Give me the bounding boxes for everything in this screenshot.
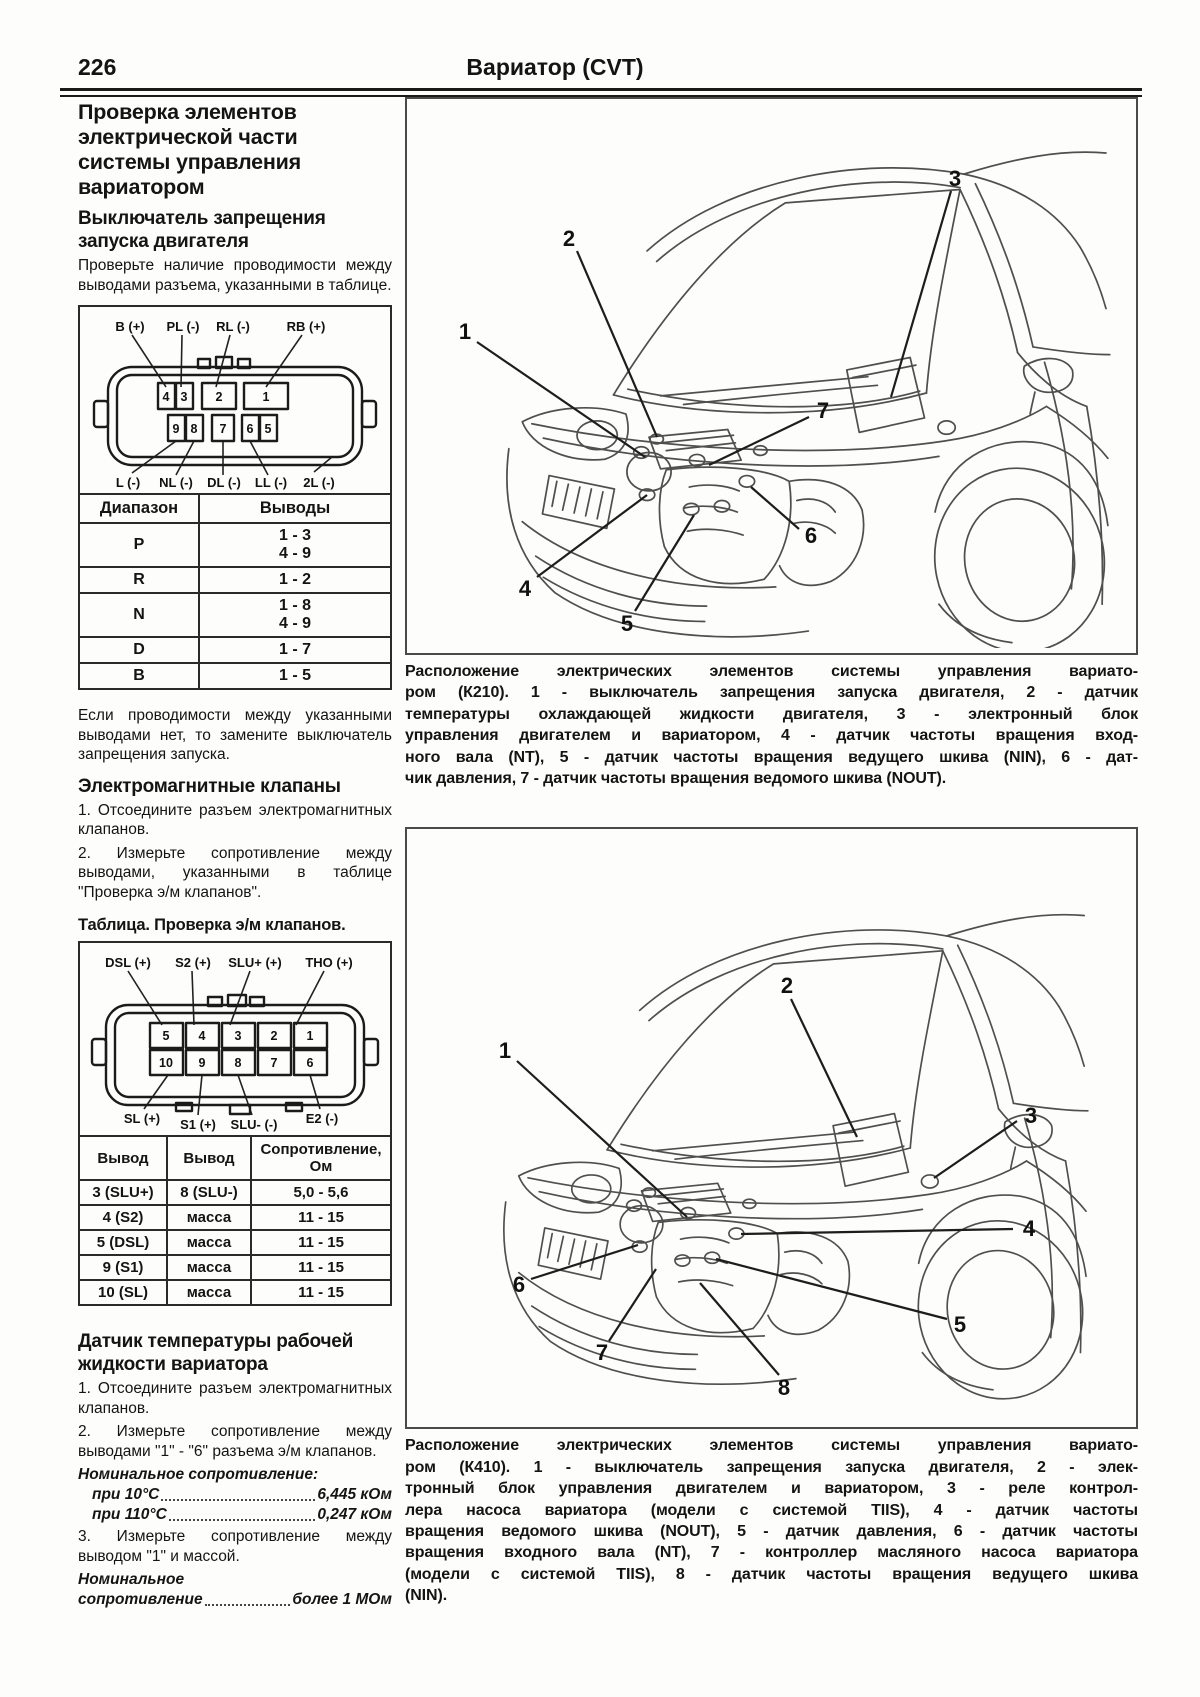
conn1-pin: 2 [215,390,223,404]
connector-1-art [80,315,390,491]
spec-intro: Номинальное сопротивление: [78,1466,319,1483]
table-row: R 1 - 2 [79,567,391,593]
callout-3: 3 [948,166,962,191]
table1-header-terminals: Выводы [199,494,391,523]
spec-row [78,1590,392,1610]
solenoid-resistance-table [78,1135,392,1306]
figure-k410 [405,827,1138,1429]
callout-4: 4 [518,576,532,601]
paragraph-note: Если проводимости между указанными выводами нет, то замените выключатель запрещения запуска. [78,707,392,763]
spec-line: Номинальное [78,1571,185,1588]
caption-line: (NIN). [405,1587,448,1605]
conn1-pin: 7 [219,422,227,436]
caption-line: тронный блок управления двигателем и вариатором, 3 - реле контрол- [405,1480,1138,1498]
connector-diagram-2 [78,941,392,1135]
caption-line: (модели с системой TIIS), 8 - датчик частоты вращения ведущего шкива [405,1565,1138,1583]
table-row: N 1 - 8 4 - 9 [79,593,391,637]
caption-line: чик давления, 7 - датчик частоты вращения ведомого шкива (NOUT). [405,770,947,788]
conn1-pin: 9 [172,422,180,436]
section-heading: Проверка элементов электрической части системы управления вариатором [78,100,302,199]
callout-2: 2 [562,226,576,251]
table-row: 3 (SLU+) 8 (SLU-) 5,0 - 5,6 [79,1180,391,1205]
table-row: 4 (S2) масса 11 - 15 [79,1205,391,1230]
conn1-pin: 1 [262,390,270,404]
conn2-label-s2: S2 (+) [175,955,211,970]
conn1-label-b: B (+) [115,319,145,334]
conn2-pin: 1 [306,1029,314,1043]
conn1-label-nl: NL (-) [159,475,193,490]
caption-line: Расположение электрических элементов системы управления вариато- [405,663,1138,680]
right-column [405,97,1138,1607]
list-item: 2. Измерьте сопротивление между выводами, указанными в таблице "Проверка э/м клапанов". [78,844,392,901]
table-caption: Таблица. Проверка э/м клапанов. [78,916,346,934]
conn1-label-pl: PL (-) [166,319,200,334]
conn2-label-sl: SL (+) [123,1111,161,1126]
spec-row [78,1505,392,1525]
conn2-pin: 10 [159,1056,173,1070]
caption-line: вращения ведомого шкива (NOUT), 5 - датчик давления, 6 - датчик частоты [405,1523,1138,1541]
conn2-pin: 2 [270,1029,278,1043]
table2-header-terminal1: Вывод [79,1136,167,1180]
spec-value: 0,247 кОм [317,1506,392,1523]
callout-5: 5 [620,611,634,636]
subsection-heading-inhibitor-switch: Выключатель запрещения запуска двигателя [78,208,326,252]
callout-8: 8 [777,1375,791,1401]
table-row: 10 (SL) масса 11 - 15 [79,1280,391,1305]
table-row: 5 (DSL) масса 11 - 15 [79,1230,391,1255]
callout-5: 5 [953,1312,967,1338]
dot-leader [205,1604,291,1606]
conn1-label-rl: RL (-) [216,319,250,334]
conn2-label-dsl: DSL (+) [105,955,151,970]
conn2-pin: 7 [270,1056,278,1070]
table2-header-resistance: Сопротивление, Ом [251,1136,391,1180]
spec-label: сопротивление [78,1591,203,1608]
conn1-label-l: L (-) [115,475,141,490]
dot-leader [169,1519,316,1521]
conn2-pin: 3 [234,1029,242,1043]
conn2-label-e2: E2 (-) [305,1111,339,1126]
conn2-label-s1: S1 (+) [180,1117,216,1132]
list-item: 3. Измерьте сопротивление между выводом "1" и массой. [78,1528,392,1565]
list-item: 1. Отсоедините разъем электромагнитных клапанов. [78,801,392,838]
spec-label: при 110°С [92,1506,167,1523]
conn1-pin: 6 [246,422,254,436]
conn1-label-rb: RB (+) [286,319,326,334]
dot-leader [161,1499,315,1501]
callout-1: 1 [498,1038,512,1064]
conn2-label-slu-minus: SLU- (-) [230,1117,278,1132]
page-number: 226 [78,54,117,80]
callout-3: 3 [1024,1103,1038,1129]
figure-k210 [405,97,1138,655]
figure-k410-caption [405,1435,1138,1606]
connector-2-art [80,951,390,1133]
page-title: Вариатор (CVT) [466,54,644,80]
caption-line: температуры охлаждающей жидкости двигателя, 3 - электронный блок [405,705,1138,723]
table-row: D 1 - 7 [79,637,391,663]
subsection-heading-temp-sensor: Датчик температуры рабочей жидкости вариатора [78,1331,354,1375]
table-row: B 1 - 5 [79,663,391,689]
conn2-pin: 4 [198,1029,206,1043]
paragraph: Проверьте наличие проводимости между выводами разъема, указанными в таблице. [78,257,392,294]
conn2-label-tho: THO (+) [305,955,353,970]
table-row: P 1 - 3 4 - 9 [79,523,391,567]
spec-value: более 1 МОм [292,1591,392,1608]
figure-k210-caption [405,661,1138,789]
callout-4: 4 [1022,1216,1036,1242]
subsection-heading-solenoids: Электромагнитные клапаны [78,775,341,797]
caption-line: лера насоса вариатора (модели с системой TIIS), 4 - датчик частоты [405,1501,1138,1519]
conn1-pin: 8 [190,422,198,436]
conn1-pin: 4 [162,390,170,404]
table-row: 9 (S1) масса 11 - 15 [79,1255,391,1280]
spec-row [78,1485,392,1505]
table1-header-range: Диапазон [79,494,199,523]
conn1-pin: 5 [264,422,272,436]
figure-k210-art [407,99,1136,648]
header-rule [60,88,1142,97]
conn2-pin: 6 [306,1056,314,1070]
callout-2: 2 [780,973,794,999]
conn1-label-ll: LL (-) [254,475,288,490]
list-item: 2. Измерьте сопротивление между выводами "1" - "6" разъема э/м клапанов. [78,1423,392,1460]
callout-6: 6 [804,523,818,548]
conn1-pin: 3 [180,390,188,404]
caption-line: ного вала (NT), 5 - датчик частоты вращения ведущего шкива (NIN), 6 - дат- [405,748,1138,766]
caption-line: ром (К210). 1 - выключатель запрещения запуска двигателя, 2 - датчик [405,684,1138,702]
conn2-label-slu-plus: SLU+ (+) [228,955,282,970]
conn2-pin: 9 [198,1056,206,1070]
left-column [78,100,392,1610]
callout-7: 7 [595,1340,609,1366]
conn2-pin: 8 [234,1056,242,1070]
callout-1: 1 [458,319,472,344]
conn2-pin: 5 [162,1029,170,1043]
caption-line: ром (К410). 1 - выключатель запрещения запуска двигателя, 2 - элек- [405,1458,1138,1476]
callout-6: 6 [512,1272,526,1298]
callout-7: 7 [816,398,830,423]
caption-line: управления двигателем и вариатором, 4 - датчик частоты вращения вход- [405,727,1138,745]
connector-diagram-1 [78,305,392,493]
caption-line: Расположение электрических элементов системы управления вариато- [405,1437,1138,1455]
table2-header-terminal2: Вывод [167,1136,251,1180]
figure-k410-art [407,829,1136,1422]
range-terminals-table [78,493,392,690]
spec-value: 6,445 кОм [317,1486,392,1503]
conn1-label-2l: 2L (-) [303,475,335,490]
conn1-label-dl: DL (-) [207,475,241,490]
list-item: 1. Отсоедините разъем электромагнитных клапанов. [78,1380,392,1417]
spec-label: при 10°С [92,1486,160,1503]
caption-line: вращения входного вала (NT), 7 - контроллер масляного насоса вариатора [405,1544,1138,1562]
